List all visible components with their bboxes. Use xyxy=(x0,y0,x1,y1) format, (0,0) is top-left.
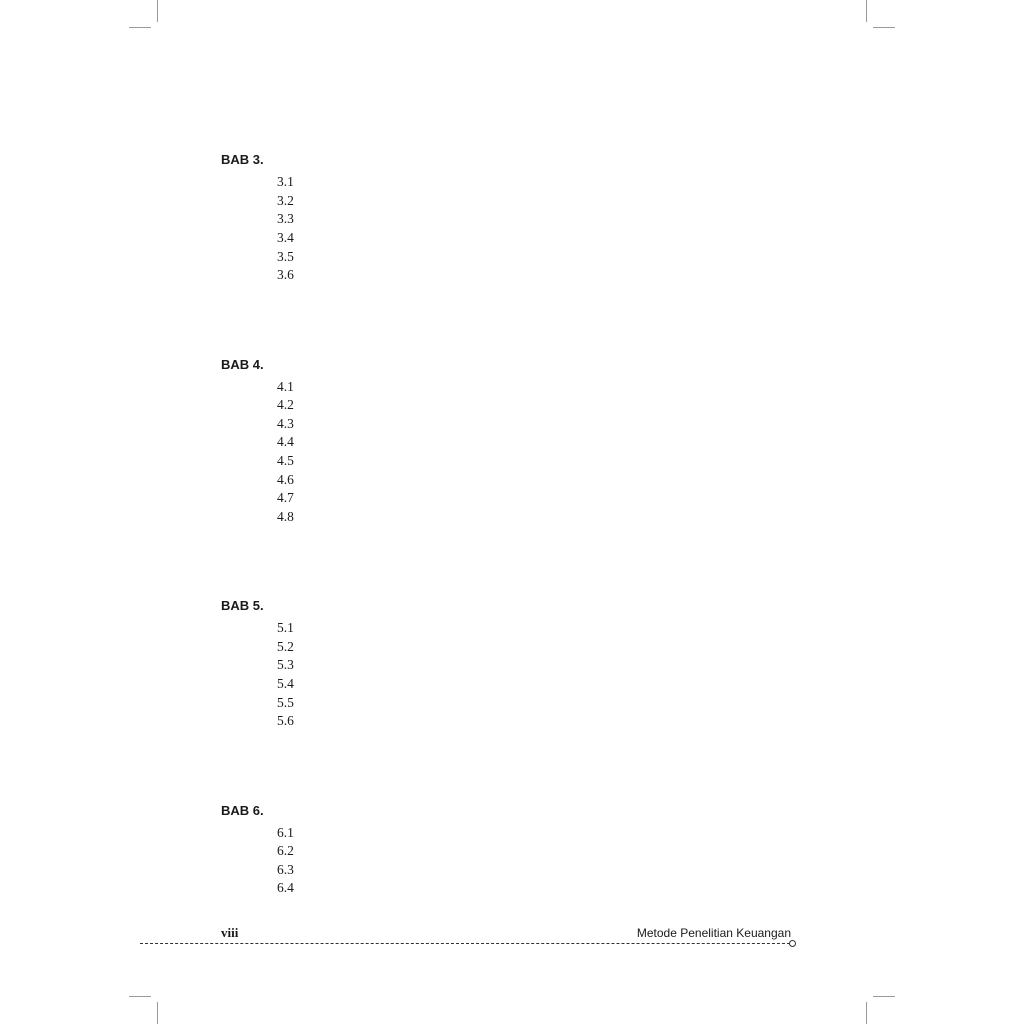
section-number: 4.4 xyxy=(277,434,294,450)
running-footer-title: Metode Penelitian Keuangan xyxy=(636,926,791,940)
section-number: 3.5 xyxy=(277,248,294,264)
section-number: 5.2 xyxy=(277,638,294,654)
crop-mark-top-right xyxy=(866,0,867,22)
crop-mark-top-left xyxy=(157,0,158,22)
section-number: 5.1 xyxy=(277,620,294,636)
footer-rule-end-dot xyxy=(789,940,796,947)
crop-mark-bottom-left xyxy=(129,996,151,997)
chapter-label: BAB 3. xyxy=(221,152,264,168)
section-number: 4.7 xyxy=(277,490,294,506)
crop-mark-bottom-right xyxy=(866,1002,867,1024)
section-number: 3.2 xyxy=(277,192,294,208)
section-number: 5.5 xyxy=(277,694,294,710)
section-number: 6.2 xyxy=(277,843,294,859)
chapter-label: BAB 5. xyxy=(221,598,264,614)
section-number: 4.1 xyxy=(277,378,294,394)
crop-mark-top-left xyxy=(129,27,151,28)
section-number: 6.3 xyxy=(277,861,294,877)
crop-mark-bottom-left xyxy=(157,1002,158,1024)
crop-mark-top-right xyxy=(873,27,895,28)
section-number: 5.4 xyxy=(277,676,294,691)
crop-mark-bottom-right xyxy=(873,996,895,997)
section-number: 4.5 xyxy=(277,453,294,468)
section-number: 6.4 xyxy=(277,880,294,896)
section-number: 4.2 xyxy=(277,397,294,413)
section-number: 3.3 xyxy=(277,211,294,227)
section-number: 3.6 xyxy=(277,267,294,283)
section-number: 5.6 xyxy=(277,713,294,729)
chapter-label: BAB 4. xyxy=(221,356,264,372)
section-number: 6.1 xyxy=(277,824,294,840)
section-number: 4.3 xyxy=(277,415,294,431)
chapter-label: BAB 6. xyxy=(221,802,264,818)
section-number: 3.1 xyxy=(277,174,294,190)
section-number: 3.4 xyxy=(277,230,294,245)
section-number: 4.6 xyxy=(277,471,294,487)
section-number: 4.8 xyxy=(277,508,294,524)
footer-dashed-rule xyxy=(140,943,790,944)
section-number: 5.3 xyxy=(277,657,294,673)
page-number: viii xyxy=(221,925,239,940)
